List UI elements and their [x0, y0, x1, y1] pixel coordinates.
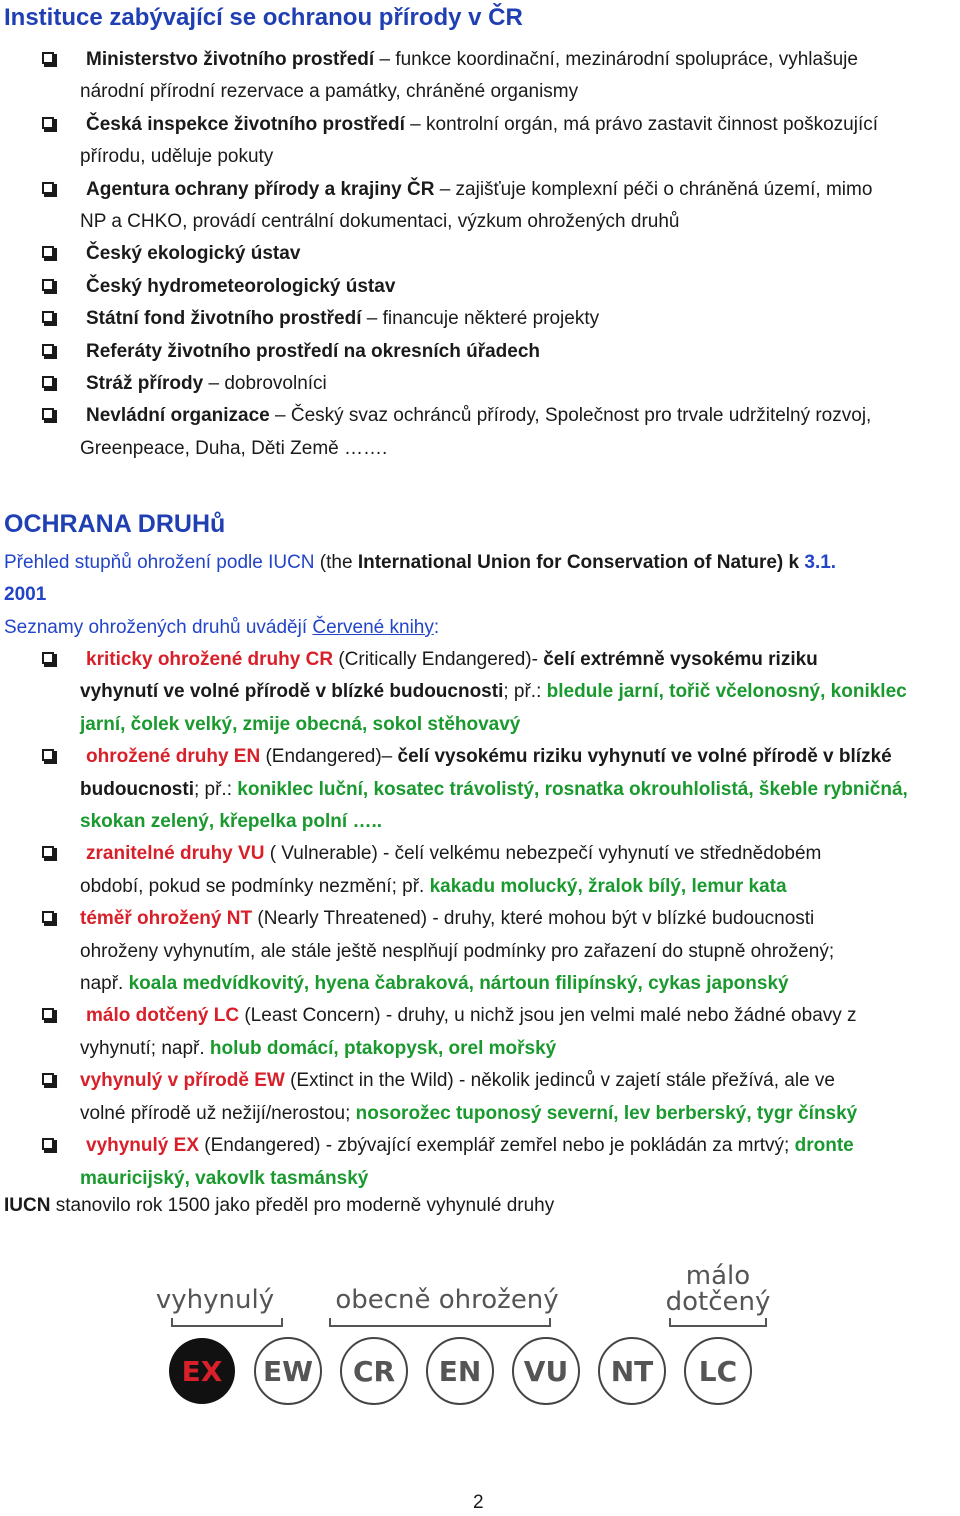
- label-least-concern-2: dotčený: [665, 1287, 771, 1317]
- iucn-note: IUCN stanovilo rok 1500 jako předěl pro moderně vyhynulé druhy: [4, 1195, 555, 1216]
- checkbox-icon: [42, 1138, 54, 1150]
- checkbox-icon: [42, 1008, 54, 1020]
- checkbox-icon: [42, 911, 54, 923]
- section-title: OCHRANA DRUHů: [4, 510, 226, 538]
- list-item: zranitelné druhy VU ( Vulnerable) - čelí velkému nebezpečí vyhynutí ve střednědobém období, pokud se podmínky nezmění; př. kakadu molucký, žralok bílý, lemur kata: [0, 838, 960, 903]
- list-item: Český hydrometeorologický ústav: [0, 271, 960, 303]
- red-books-line: Seznamy ohrožených druhů uvádějí Červené knihy:: [4, 617, 440, 638]
- page-title: Instituce zabývající se ochranou přírody v ČR: [4, 4, 523, 31]
- iucn-overview: Přehled stupňů ohrožení podle IUCN (the International Union for Conservation of Nature) k 3.1. 2001: [4, 552, 837, 606]
- code-label-ex: EX: [181, 1355, 223, 1388]
- list-item: kriticky ohrožené druhy CR (Critically Endangered)- čelí extrémně vysokému riziku vyhynutí ve volné přírodě v blízké budoucnosti; př.: bledule jarní, tořič včelonosný, koniklec jarní, čolek velký, zmije obecná, sokol stěhovavý: [0, 644, 960, 741]
- list-item: Česká inspekce životního prostředí – kontrolní orgán, má právo zastavit činnost poškozující přírodu, uděluje pokuty: [0, 109, 960, 174]
- checkbox-icon: [42, 117, 54, 129]
- label-least-concern-1: málo: [685, 1261, 751, 1291]
- checkbox-icon: [42, 311, 54, 323]
- list-item: Nevládní organizace – Český svaz ochránců přírody, Společnost pro trvale udržitelný rozvoj, Greenpeace, Duha, Děti Země …….: [0, 400, 960, 465]
- code-label-ew: EW: [262, 1355, 314, 1388]
- checkbox-icon: [42, 846, 54, 858]
- code-label-nt: NT: [610, 1355, 654, 1388]
- list-item: Referáty životního prostředí na okresních úřadech: [0, 336, 960, 368]
- list-item: Ministerstvo životního prostředí – funkce koordinační, mezinárodní spolupráce, vyhlašuje národní přírodní rezervace a památky, chráněné organismy: [0, 44, 960, 109]
- institutions-list: [0, 44, 960, 465]
- categories-list: [0, 644, 960, 1195]
- list-item: ohrožené druhy EN (Endangered)– čelí vysokému riziku vyhynutí ve volné přírodě v blízké budoucnosti; př.: koniklec luční, kosatec trávolistý, rosnatka okrouhlolistá, škeble rybničná, skokan zelený, křepelka polní …..: [0, 741, 960, 838]
- code-label-lc: LC: [698, 1355, 738, 1388]
- checkbox-icon: [42, 182, 54, 194]
- list-item: Agentura ochrany přírody a krajiny ČR – zajišťuje komplexní péči o chráněná území, mimo NP a CHKO, provádí centrální dokumentaci, výzkum ohrožených druhů: [0, 174, 960, 239]
- bracket-threatened: [330, 1318, 550, 1326]
- checkbox-icon: [42, 408, 54, 420]
- list-item: Český ekologický ústav: [0, 238, 960, 270]
- page-number: 2: [473, 1492, 484, 1513]
- code-label-cr: CR: [352, 1355, 396, 1388]
- list-item: vyhynulý EX (Endangered) - zbývající exemplář zemřel nebo je pokládán za mrtvý; dronte mauricijský, vakovlk tasmánský: [0, 1130, 960, 1195]
- code-label-en: EN: [438, 1355, 482, 1388]
- iucn-scale-graphic: [130, 1250, 830, 1440]
- label-threatened: obecně ohrožený: [335, 1285, 559, 1315]
- checkbox-icon: [42, 1073, 54, 1085]
- list-item: Státní fond životního prostředí – financuje některé projekty: [0, 303, 960, 335]
- checkbox-icon: [42, 652, 54, 664]
- checkbox-icon: [42, 344, 54, 356]
- bracket-least-concern: [670, 1318, 766, 1326]
- bracket-extinct: [172, 1318, 282, 1326]
- list-item: Stráž přírody – dobrovolníci: [0, 368, 960, 400]
- checkbox-icon: [42, 749, 54, 761]
- checkbox-icon: [42, 279, 54, 291]
- iucn-scale-svg: [130, 1250, 830, 1440]
- checkbox-icon: [42, 246, 54, 258]
- label-extinct: vyhynulý: [155, 1285, 275, 1315]
- list-item: málo dotčený LC (Least Concern) - druhy, u nichž jsou jen velmi malé nebo žádné obavy z vyhynutí; např. holub domácí, ptakopysk, orel mořský: [0, 1000, 960, 1065]
- code-label-vu: VU: [523, 1355, 569, 1388]
- checkbox-icon: [42, 52, 54, 64]
- list-item: vyhynulý v přírodě EW (Extinct in the Wild) - několik jedinců v zajetí stále přežívá, ale ve volné přírodě už nežijí/nerostou; nosorožec tuponosý severní, lev berberský, tygr čínský: [0, 1065, 960, 1130]
- list-item: téměř ohrožený NT (Nearly Threatened) - druhy, které mohou být v blízké budoucnosti ohroženy vyhynutím, ale stále ještě nesplňují podmínky pro zařazení do stupně ohrožený; např. koala medvídkovitý, hyena čabraková, nártoun filipínský, cykas japonský: [0, 903, 960, 1000]
- checkbox-icon: [42, 376, 54, 388]
